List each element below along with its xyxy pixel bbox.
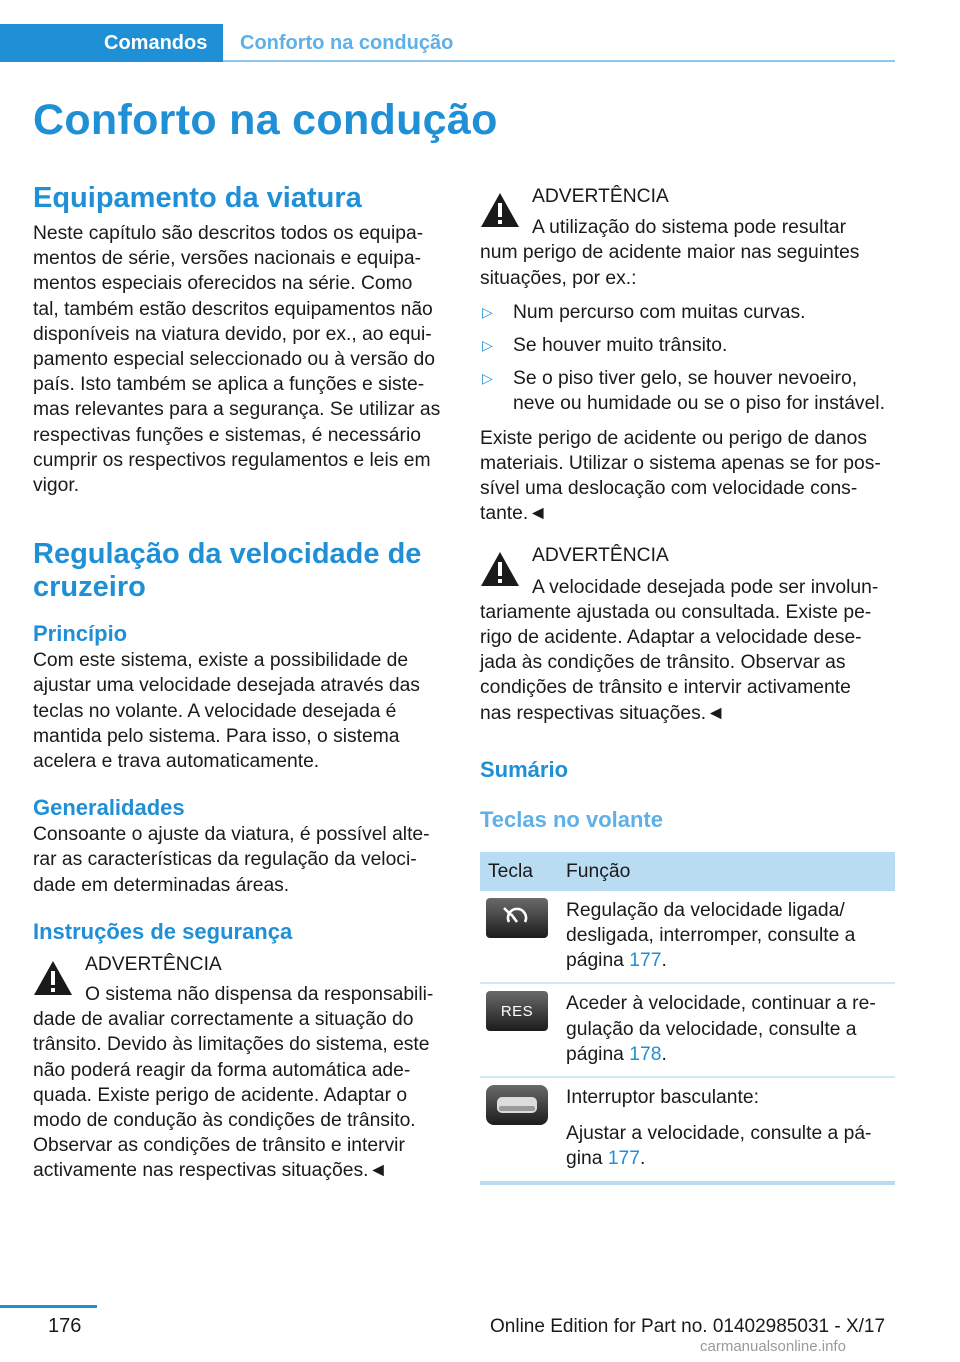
text-line: quada. Existe perigo de acidente. Adaptar o (33, 1084, 408, 1106)
text-line: neve ou humidade ou se o piso for instável. (513, 393, 885, 415)
text-line: mas relevantes para a segurança. Se utilizar as (33, 399, 441, 421)
text-line: dade em determinadas áreas. (33, 874, 290, 896)
generalidades-text (33, 822, 448, 898)
rocker-switch-icon (486, 1085, 548, 1125)
text-line: tariamente ajustada ou consultada. Existe pe- (480, 601, 872, 623)
function-cell (558, 1077, 895, 1183)
bullet-arrow-icon: ▷ (482, 370, 493, 387)
text-fragment: . (639, 1148, 646, 1170)
section-title-line: Regulação da velocidade de (33, 538, 422, 571)
res-button-icon: RES (486, 991, 548, 1031)
text-line: A utilização do sistema pode resultar (532, 217, 847, 239)
warning-title: ADVERTÊNCIA (532, 545, 669, 567)
text-line: mentos de série, versões nacionais e equipa- (33, 248, 421, 270)
footer-accent-line (0, 1305, 97, 1308)
page-link[interactable]: 177 (607, 1148, 640, 1170)
subsection-title-generalidades: Generalidades (33, 795, 185, 821)
text-line: Com este sistema, existe a possibilidade de (33, 650, 409, 672)
header-divider (223, 60, 895, 62)
table-row (480, 891, 895, 984)
section-title-equipamento: Equipamento da viatura (33, 182, 362, 214)
text-fragment: . (661, 1043, 667, 1065)
header-tab-section[interactable]: Conforto na condução (240, 32, 454, 54)
function-cell (558, 983, 895, 1077)
text-line: disponíveis na viatura devido, por ex., ao equi- (33, 323, 432, 345)
page-number: 176 (48, 1315, 82, 1337)
key-cell (480, 983, 558, 1077)
text-line: mentos especiais oferecidos na série. Como (33, 273, 413, 295)
page-link[interactable]: 177 (629, 950, 662, 972)
bullet-arrow-icon: ▷ (482, 303, 493, 320)
text-line: cumprir os respectivos regulamentos e leis em (33, 449, 431, 471)
text-line: A velocidade desejada pode ser involun- (532, 576, 879, 598)
list-item (480, 333, 895, 358)
table-header-row (480, 852, 895, 891)
text-line: rar as características da regulação da veloci- (33, 849, 417, 871)
text-line: não poderá reagir da forma automática ade- (33, 1059, 411, 1081)
text-fragment: gina (566, 1148, 608, 1170)
text-line: O sistema não dispensa da responsabili- (85, 984, 434, 1006)
text-line: Ajustar a velocidade, consulte a pá- (566, 1123, 872, 1145)
text-line: rigo de acidente. Adaptar a velocidade dese- (480, 627, 862, 649)
text-line: situações, por ex.: (480, 267, 637, 289)
text-line: nas respectivas situações.◄ (480, 702, 726, 724)
bullet-arrow-icon: ▷ (482, 337, 493, 354)
table-header-funcao: Função (558, 852, 895, 891)
text-line: acelera e trava automaticamente. (33, 751, 320, 773)
text-line: sível uma deslocação com velocidade cons- (480, 478, 858, 500)
text-line: teclas no volante. A velocidade desejada é (33, 700, 397, 722)
text-line: activamente nas respectivas situações.◄ (33, 1160, 388, 1182)
text-line: Consoante o ajuste da viatura, é possível alte- (33, 824, 430, 846)
subsection-title-seguranca: Instruções de segurança (33, 918, 293, 944)
warning-triangle-icon (480, 192, 520, 228)
text-line: Observar as condições de trânsito e intervir (33, 1135, 405, 1157)
principio-text (33, 648, 448, 774)
left-column (33, 182, 448, 1184)
text-line: modo de condução às condições de trânsito. (33, 1110, 416, 1132)
text-line: Se o piso tiver gelo, se houver nevoeiro, (513, 368, 858, 390)
key-cell (480, 1077, 558, 1183)
text-fragment: . (661, 950, 667, 972)
table-header-tecla: Tecla (480, 852, 558, 891)
bullet-list (480, 300, 895, 417)
text-line: país. Isto também se aplica a funções e siste- (33, 374, 425, 396)
risk-text (480, 426, 895, 527)
equipamento-text (33, 221, 448, 498)
warning-triangle-icon (480, 551, 520, 587)
table-row (480, 983, 895, 1077)
text-line: Aceder à velocidade, continuar a re- (566, 993, 876, 1015)
text-line: ajustar uma velocidade desejada através das (33, 675, 420, 697)
text-line (566, 1146, 887, 1171)
text-line: trânsito. Devido às limitações do sistema, este (33, 1034, 430, 1056)
subsection-title-teclas: Teclas no volante (480, 806, 663, 832)
text-line: jada às condições de trânsito. Observar as (480, 652, 846, 674)
text-line (566, 1042, 887, 1067)
section-title-regulacao (33, 538, 448, 604)
subsection-title-sumario: Sumário (480, 756, 569, 782)
warning-title: ADVERTÊNCIA (85, 953, 222, 975)
right-column (480, 184, 895, 1185)
page-title: Conforto na condução (33, 96, 498, 144)
text-line: respectivas funções e sistemas, é necessário (33, 424, 421, 446)
section-title-line: cruzeiro (33, 571, 146, 604)
text-line: num perigo de acidente maior nas seguintes (480, 242, 860, 264)
footer-edition: Online Edition for Part no. 01402985031 - X/17 (490, 1316, 886, 1337)
text-line: Num percurso com muitas curvas. (513, 301, 806, 323)
text-line: Neste capítulo são descritos todos os equipa- (33, 223, 424, 244)
cruise-control-icon (486, 898, 548, 938)
text-line: condições de trânsito e intervir activamente (480, 677, 851, 699)
keys-table (480, 852, 895, 1185)
warning-box (33, 952, 448, 1184)
warning-box (480, 184, 895, 291)
table-row (480, 1077, 895, 1183)
text-line: Se houver muito trânsito. (513, 335, 728, 357)
text-fragment: página (566, 950, 630, 972)
text-line: tal, também estão descritos equipamentos não (33, 298, 433, 320)
text-line (566, 948, 887, 973)
warning-box (480, 543, 895, 725)
text-line: vigor. (33, 475, 80, 497)
list-item (480, 300, 895, 325)
subsection-title-principio: Princípio (33, 621, 128, 647)
text-line: dade de avaliar correctamente a situação do (33, 1009, 414, 1031)
text-line: pamento especial seleccionado ou à versão do (33, 349, 435, 371)
text-line: mantida pelo sistema. Para isso, o sistema (33, 725, 400, 747)
text-line: gulação da velocidade, consulte a (566, 1018, 857, 1040)
text-line: Regulação da velocidade ligada/ (566, 899, 845, 921)
function-cell (558, 891, 895, 984)
text-fragment: página (566, 1043, 630, 1065)
text-line: Interruptor basculante: (566, 1087, 759, 1109)
key-cell (480, 891, 558, 984)
watermark: carmanualsonline.info (700, 1338, 846, 1355)
text-line: materiais. Utilizar o sistema apenas se for pos- (480, 452, 881, 474)
list-item (480, 366, 895, 416)
text-line: Existe perigo de acidente ou perigo de danos (480, 427, 867, 449)
warning-title: ADVERTÊNCIA (532, 186, 669, 207)
page-link[interactable]: 178 (629, 1043, 662, 1065)
header-tab-comandos[interactable]: Comandos (0, 24, 223, 62)
warning-triangle-icon (33, 960, 73, 996)
text-line: tante.◄ (480, 503, 548, 525)
text-line: desligada, interromper, consulte a (566, 925, 856, 947)
